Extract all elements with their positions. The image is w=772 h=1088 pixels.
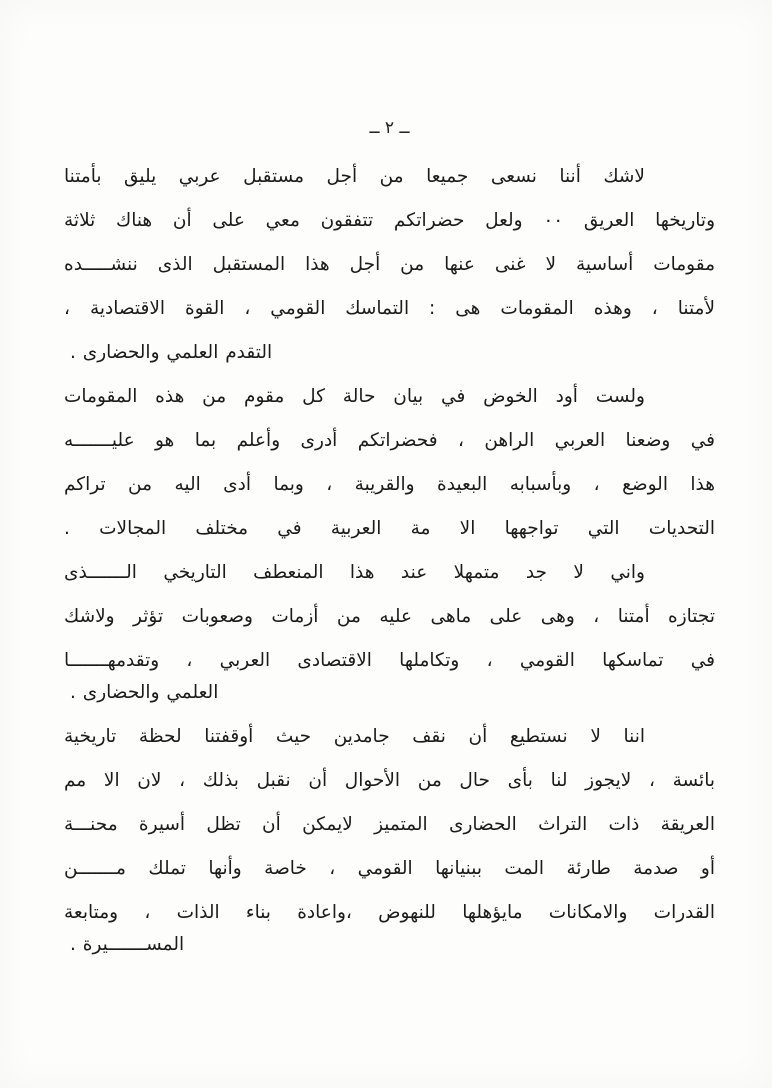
text-block [64,118,715,978]
paragraph-4 [64,726,715,956]
text-line: ولست أود الخوض في بيان حالة كل مقوم من هذه المقومات [64,386,645,407]
text-line: في وضعنا العربي الراهن ، فحضراتكم أدرى وأعلم بما هو عليـــــــه [64,430,715,451]
text-line: أو صدمة طارئة المت ببنيانها القومي ، خاصة وأنها تملك مـــــــن [64,858,715,879]
text-line: مقومات أساسية لا غنى عنها من أجل هذا المستقبل الذى ننشـــــده [64,254,715,275]
text-line: في تماسكها القومي ، وتكاملها الاقتصادى العربي ، وتقدمهـــــــا [64,650,715,671]
page-number: ــ ٢ ــ [369,118,410,138]
text-line: التقدم العلمي والحضارى . [70,342,273,363]
paragraph-2 [64,386,715,540]
text-line: واني لا جد متمهلا عند هذا المنعطف التاريخي الـــــــذى [64,562,645,583]
text-line: العريقة ذات التراث الحضارى المتميز لايمكن أن تظل أسيرة محنـــة [64,814,715,835]
text-line: اننا لا نستطيع أن نقف جامدين حيث أوقفتنا لحظة تاريخية [64,726,645,747]
text-line: تجتازه أمتنا ، وهى على ماهى عليه من أزمات وصعوبات تؤثر ولاشك [64,606,715,627]
paragraph-3 [64,562,715,704]
text-line: وتاريخها العريق ٠٠ ولعل حضراتكم تتفقون معي على أن هناك ثلاثة [64,210,715,231]
text-line: القدرات والامكانات مايؤهلها للنهوض ،واعادة بناء الذات ، ومتابعة [64,902,715,923]
text-line: هذا الوضع ، وبأسبابه البعيدة والقريبة ، وبما أدى اليه من تراكم [64,474,715,495]
text-line: لاشك أننا نسعى جميعا من أجل مستقبل عربي يليق بأمتنا [64,166,645,187]
text-line: بائسة ، لايجوز لنا بأى حال من الأحوال أن نقبل بذلك ، لان الا مم [64,770,715,791]
text-line: العلمي والحضارى . [70,682,219,703]
text-line: المســـــــيرة . [70,934,185,955]
text-line: لأمتنا ، وهذه المقومات هى : التماسك القومي ، القوة الاقتصادية ، [64,298,715,319]
text-line: التحديات التي تواجهها الا مة العربية في مختلف المجالات . [64,518,715,539]
paragraph-1 [64,166,715,364]
